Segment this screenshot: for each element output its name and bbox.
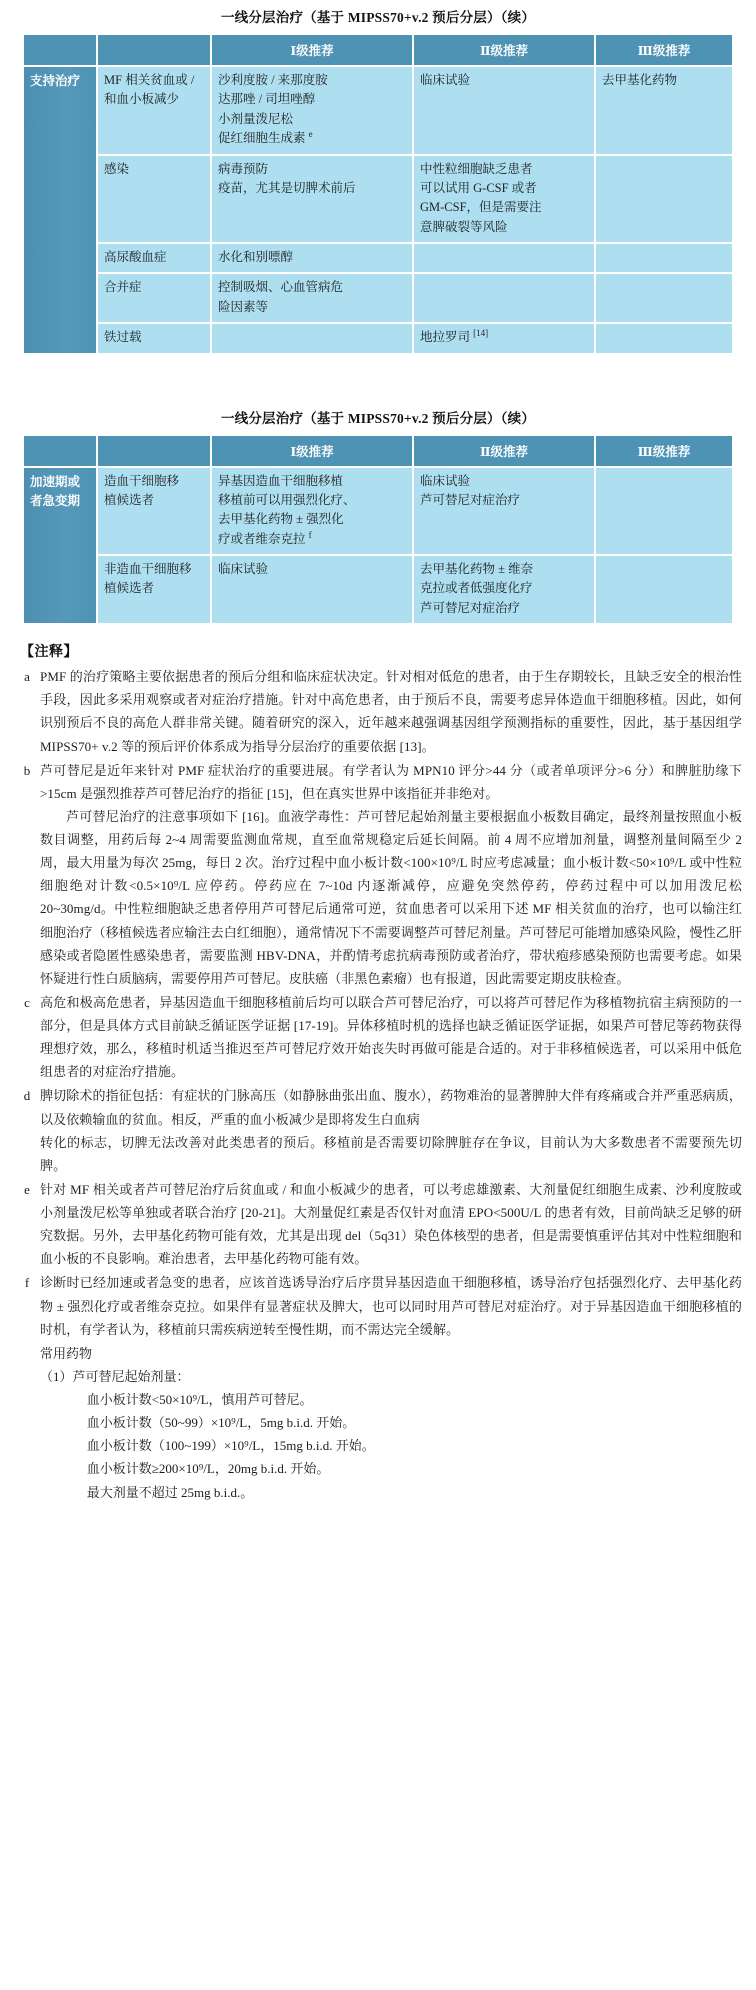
- drug-dose-line: 血小板计数（100~199）×10⁹/L，15mg b.i.d. 开始。: [86, 1438, 375, 1454]
- table-row: [24, 556, 732, 623]
- table-1-r2-level3: [596, 244, 732, 272]
- note-paragraph: 高危和极高危患者，异基因造血干细胞移植前后均可以联合芦可替尼治疗，可以将芦可替尼作为移植物抗宿主病预防的一部分，但是具体方式目前缺乏循证医学证据 [17-19]。异体移植时机的选择也缺乏循证医学证据，如果芦可替尼等药物获得理想疗效，那么，移植时机适当推迟至芦可替尼疗效开始丧失时再做可能是合适的。对于非移植候选者，可以采用中低危组患者的对症治疗措施。: [40, 994, 742, 1080]
- table-2: [22, 434, 734, 626]
- table-1-r4-category: 铁过载: [98, 324, 210, 352]
- table-2-r0-level1: 异基因造血干细胞移植 移植前可以用强烈化疗、 去甲基化药物 ± 强烈化 疗或者维奈克拉 $^f$: [212, 468, 412, 555]
- drug-dose-line: 血小板计数≥200×10⁹/L，20mg b.i.d. 开始。: [86, 1461, 330, 1477]
- table-2-title: 一线分层治疗（基于 MIPSS70+v.2 预后分层）（续）: [220, 410, 536, 426]
- table-1-r0-level3: 去甲基化药物: [596, 67, 732, 154]
- drug-section: [40, 1342, 742, 1504]
- note-marker: c: [24, 994, 30, 1010]
- table-1-r4-level1: [212, 324, 412, 352]
- drug-dose-line: 血小板计数（50~99）×10⁹/L，5mg b.i.d. 开始。: [86, 1415, 356, 1431]
- table-1: [22, 33, 734, 355]
- table-1-r1-level2: 中性粒细胞缺乏患者 可以试用 G-CSF 或者 GM-CSF，但是需要注 意脾破裂等风险: [414, 156, 594, 243]
- table-1-r3-level2: [414, 274, 594, 322]
- table-row: [24, 156, 732, 243]
- table-1-r0-level2: 临床试验: [414, 67, 594, 154]
- drug-dose-line: 最大剂量不超过 25mg b.i.d.。: [86, 1484, 254, 1500]
- table-2-header-blank-2: [98, 436, 210, 466]
- table-2-r0-level2: 临床试验 芦可替尼对症治疗: [414, 468, 594, 555]
- table-1-r1-category: 感染: [98, 156, 210, 243]
- table-row: [24, 67, 732, 154]
- note-marker: e: [24, 1181, 30, 1197]
- note-item-a: [14, 665, 742, 758]
- table-1-r3-level3: [596, 274, 732, 322]
- note-body: [40, 665, 742, 758]
- table-1-header-blank-1: [24, 35, 96, 65]
- table-2-r0-category: 造血干细胞移 植候选者: [98, 468, 210, 555]
- table-block-2: [22, 401, 734, 626]
- note-marker: f: [24, 1275, 30, 1291]
- table-2-r0-level3: [596, 468, 732, 555]
- table-2-r1-level3: [596, 556, 732, 623]
- table-2-group-label: 加速期或 者急变期: [24, 468, 96, 624]
- note-body: [40, 991, 742, 1084]
- note-paragraph: 芦可替尼是近年来针对 PMF 症状治疗的重要进展。有学者认为 MPN10 评分>44 分（或者单项评分>6 分）和脾脏肋缘下>15cm 是强烈推荐芦可替尼治疗的指征 [15]，但在真实世界中该指征并非绝对。: [40, 762, 742, 801]
- table-2-header-level2: Ⅱ级推荐: [414, 436, 594, 466]
- drug-section-heading: 常用药物: [40, 1345, 93, 1361]
- note-paragraph: 针对 MF 相关或者芦可替尼治疗后贫血或 / 和血小板减少的患者，可以考虑雄激素、大剂量促红细胞生成素、沙利度胺或小剂量泼尼松等单独或者联合治疗 [20-21]。大剂量促红素是否仅针对血清 EPO<500U/L 的患者有效，目前尚缺乏足够的研究数据。另外，去甲基化药物可能有效，尤其是出现 del（5q31）染色体核型的患者，但是需要慎重评估其对中性粒细胞和血小板的不良影响。难治患者，去甲基化药物可能有效。: [40, 1181, 742, 1267]
- table-1-header-blank-2: [98, 35, 210, 65]
- note-item-f: [14, 1271, 742, 1340]
- table-1-r1-level3: [596, 156, 732, 243]
- table-1-r2-level1: 水化和别嘌醇: [212, 244, 412, 272]
- note-paragraph: PMF 的治疗策略主要依据患者的预后分组和临床症状决定。针对相对低危的患者，由于生存期较长，且缺乏安全的根治性手段，因此多采用观察或者对症治疗措施。针对中高危患者，由于预后不良，需要考虑异体造血干细胞移植。因此，如何识别预后不良的高危人群非常关键。随着研究的深入，近年越来越强调基因组学预测指标的重要性，因此，基于基因组学 MIPSS70+ v.2 等的预后评价体系成为指导分层治疗的重要依据 [13]。: [40, 669, 742, 754]
- note-item-d: [14, 1084, 742, 1177]
- table-2-header-blank-1: [24, 436, 96, 466]
- note-body: [40, 1084, 742, 1177]
- note-paragraph: 诊断时已经加速或者急变的患者，应该首选诱导治疗后序贯异基因造血干细胞移植，诱导治疗包括强烈化疗、去甲基化药物 ± 强烈化疗或者维奈克拉。如果伴有显著症状及脾大，也可以同时用芦可替尼对症治疗。对于异基因造血干细胞移植的时机，有学者认为，移植前只需疾病逆转至慢性期，而不需达完全缓解。: [40, 1275, 742, 1337]
- table-1-header-level2: Ⅱ级推荐: [414, 35, 594, 65]
- table-row: [24, 244, 732, 272]
- table-1-header-row: [24, 35, 732, 65]
- table-1-r4-level2: 地拉罗司 [14]: [414, 324, 594, 352]
- note-marker: a: [24, 669, 30, 685]
- note-paragraph: 脾切除术的指征包括：有症状的门脉高压（如静脉曲张出血、腹水），药物难治的显著脾肿大伴有疼痛或合并严重恶病质，以及依赖输血的贫血。相反，严重的血小板减少是即将发生白血病: [40, 1088, 742, 1127]
- note-marker: d: [23, 1088, 31, 1104]
- note-body: [40, 759, 742, 990]
- table-2-r1-level1: 临床试验: [212, 556, 412, 623]
- table-1-r4-level3: [596, 324, 732, 352]
- table-1-r1-level1: 病毒预防 疫苗，尤其是切脾术前后: [212, 156, 412, 243]
- table-row: [24, 468, 732, 555]
- table-2-r1-level2: 去甲基化药物 ± 维奈 克拉或者低强度化疗 芦可替尼对症治疗: [414, 556, 594, 623]
- table-2-header-row: [24, 436, 732, 466]
- table-1-r3-level1: 控制吸烟、心血管病危 险因素等: [212, 274, 412, 322]
- note-item-e: [14, 1178, 742, 1271]
- table-1-r3-category: 合并症: [98, 274, 210, 322]
- table-2-header-level1: Ⅰ级推荐: [212, 436, 412, 466]
- note-marker: b: [23, 762, 31, 778]
- table-1-header-level1: Ⅰ级推荐: [212, 35, 412, 65]
- note-paragraph: 转化的标志，切脾无法改善对此类患者的预后。移植前是否需要切除脾脏存在争议，目前认为大多数患者不需要预先切脾。: [40, 1134, 742, 1173]
- table-spacer: [0, 355, 756, 401]
- table-block-1: [22, 0, 734, 355]
- note-item-b: [14, 759, 742, 990]
- drug-dose-line: 血小板计数<50×10⁹/L，慎用芦可替尼。: [86, 1392, 313, 1407]
- table-1-title: 一线分层治疗（基于 MIPSS70+v.2 预后分层）（续）: [220, 10, 536, 25]
- table-1-r2-level2: [414, 244, 594, 272]
- table-2-r1-category: 非造血干细胞移 植候选者: [98, 556, 210, 623]
- table-row: [24, 324, 732, 352]
- table-2-header-level3: Ⅲ级推荐: [596, 436, 732, 466]
- table-row: [24, 274, 732, 322]
- table-1-header-level3: Ⅲ级推荐: [596, 35, 732, 65]
- table-1-r2-category: 高尿酸血症: [98, 244, 210, 272]
- note-body: [40, 1271, 742, 1340]
- note-item-c: [14, 991, 742, 1084]
- table-1-group-label: 支持治疗: [24, 67, 96, 353]
- drug-section-item-label: （1）芦可替尼起始剂量：: [40, 1368, 190, 1384]
- note-paragraph: 芦可替尼治疗的注意事项如下 [16]。血液学毒性：芦可替尼起始剂量主要根据血小板数目确定，最终剂量按照血小板数目调整，用药后每 2~4 周需要监测血常规，直至血常规稳定后延长间隔。前 4 周不应增加剂量，调整剂量间隔至少 2 周，最大用量为每次 25mg，每日 2 次。治疗过程中血小板计数<100×10⁹/L 时应考虑减量；血小板计数<50×10⁹/L 或中性粒细胞绝对计数<0.5×10⁹/L 应停药。停药应在 7~10d 内逐渐减停，应避免突然停药，停药过程中可以加用泼尼松 20~30mg/d。中性粒细胞缺乏患者停用芦可替尼后通常可逆，贫血患者可以采用下述 MF 相关贫血的治疗，也可以输注红细胞治疗（移植候选者应输注去白红细胞），通常情况下不需要调整芦可替尼剂量。芦可替尼可能增加感染风险，慢性乙肝感染或者隐匿性感染患者，需要监测 HBV-DNA，并酌情考虑抗病毒预防或者治疗，带状疱疹感染预防也需要考虑。如果怀疑进行性白质脑病，需要停用芦可替尼。皮肤癌（非黑色素瘤）也有报道，因此需要定期皮肤检查。: [40, 808, 742, 986]
- notes-title: 【注释】: [20, 645, 78, 661]
- notes-section: [14, 641, 742, 1504]
- table-1-r0-category: MF 相关贫血或 / 和血小板减少: [98, 67, 210, 154]
- table-1-r0-level1: 沙利度胺 / 来那度胺 达那唑 / 司坦唑醇 小剂量泼尼松 促红细胞生成素 $^e$: [212, 67, 412, 154]
- note-body: [40, 1178, 742, 1271]
